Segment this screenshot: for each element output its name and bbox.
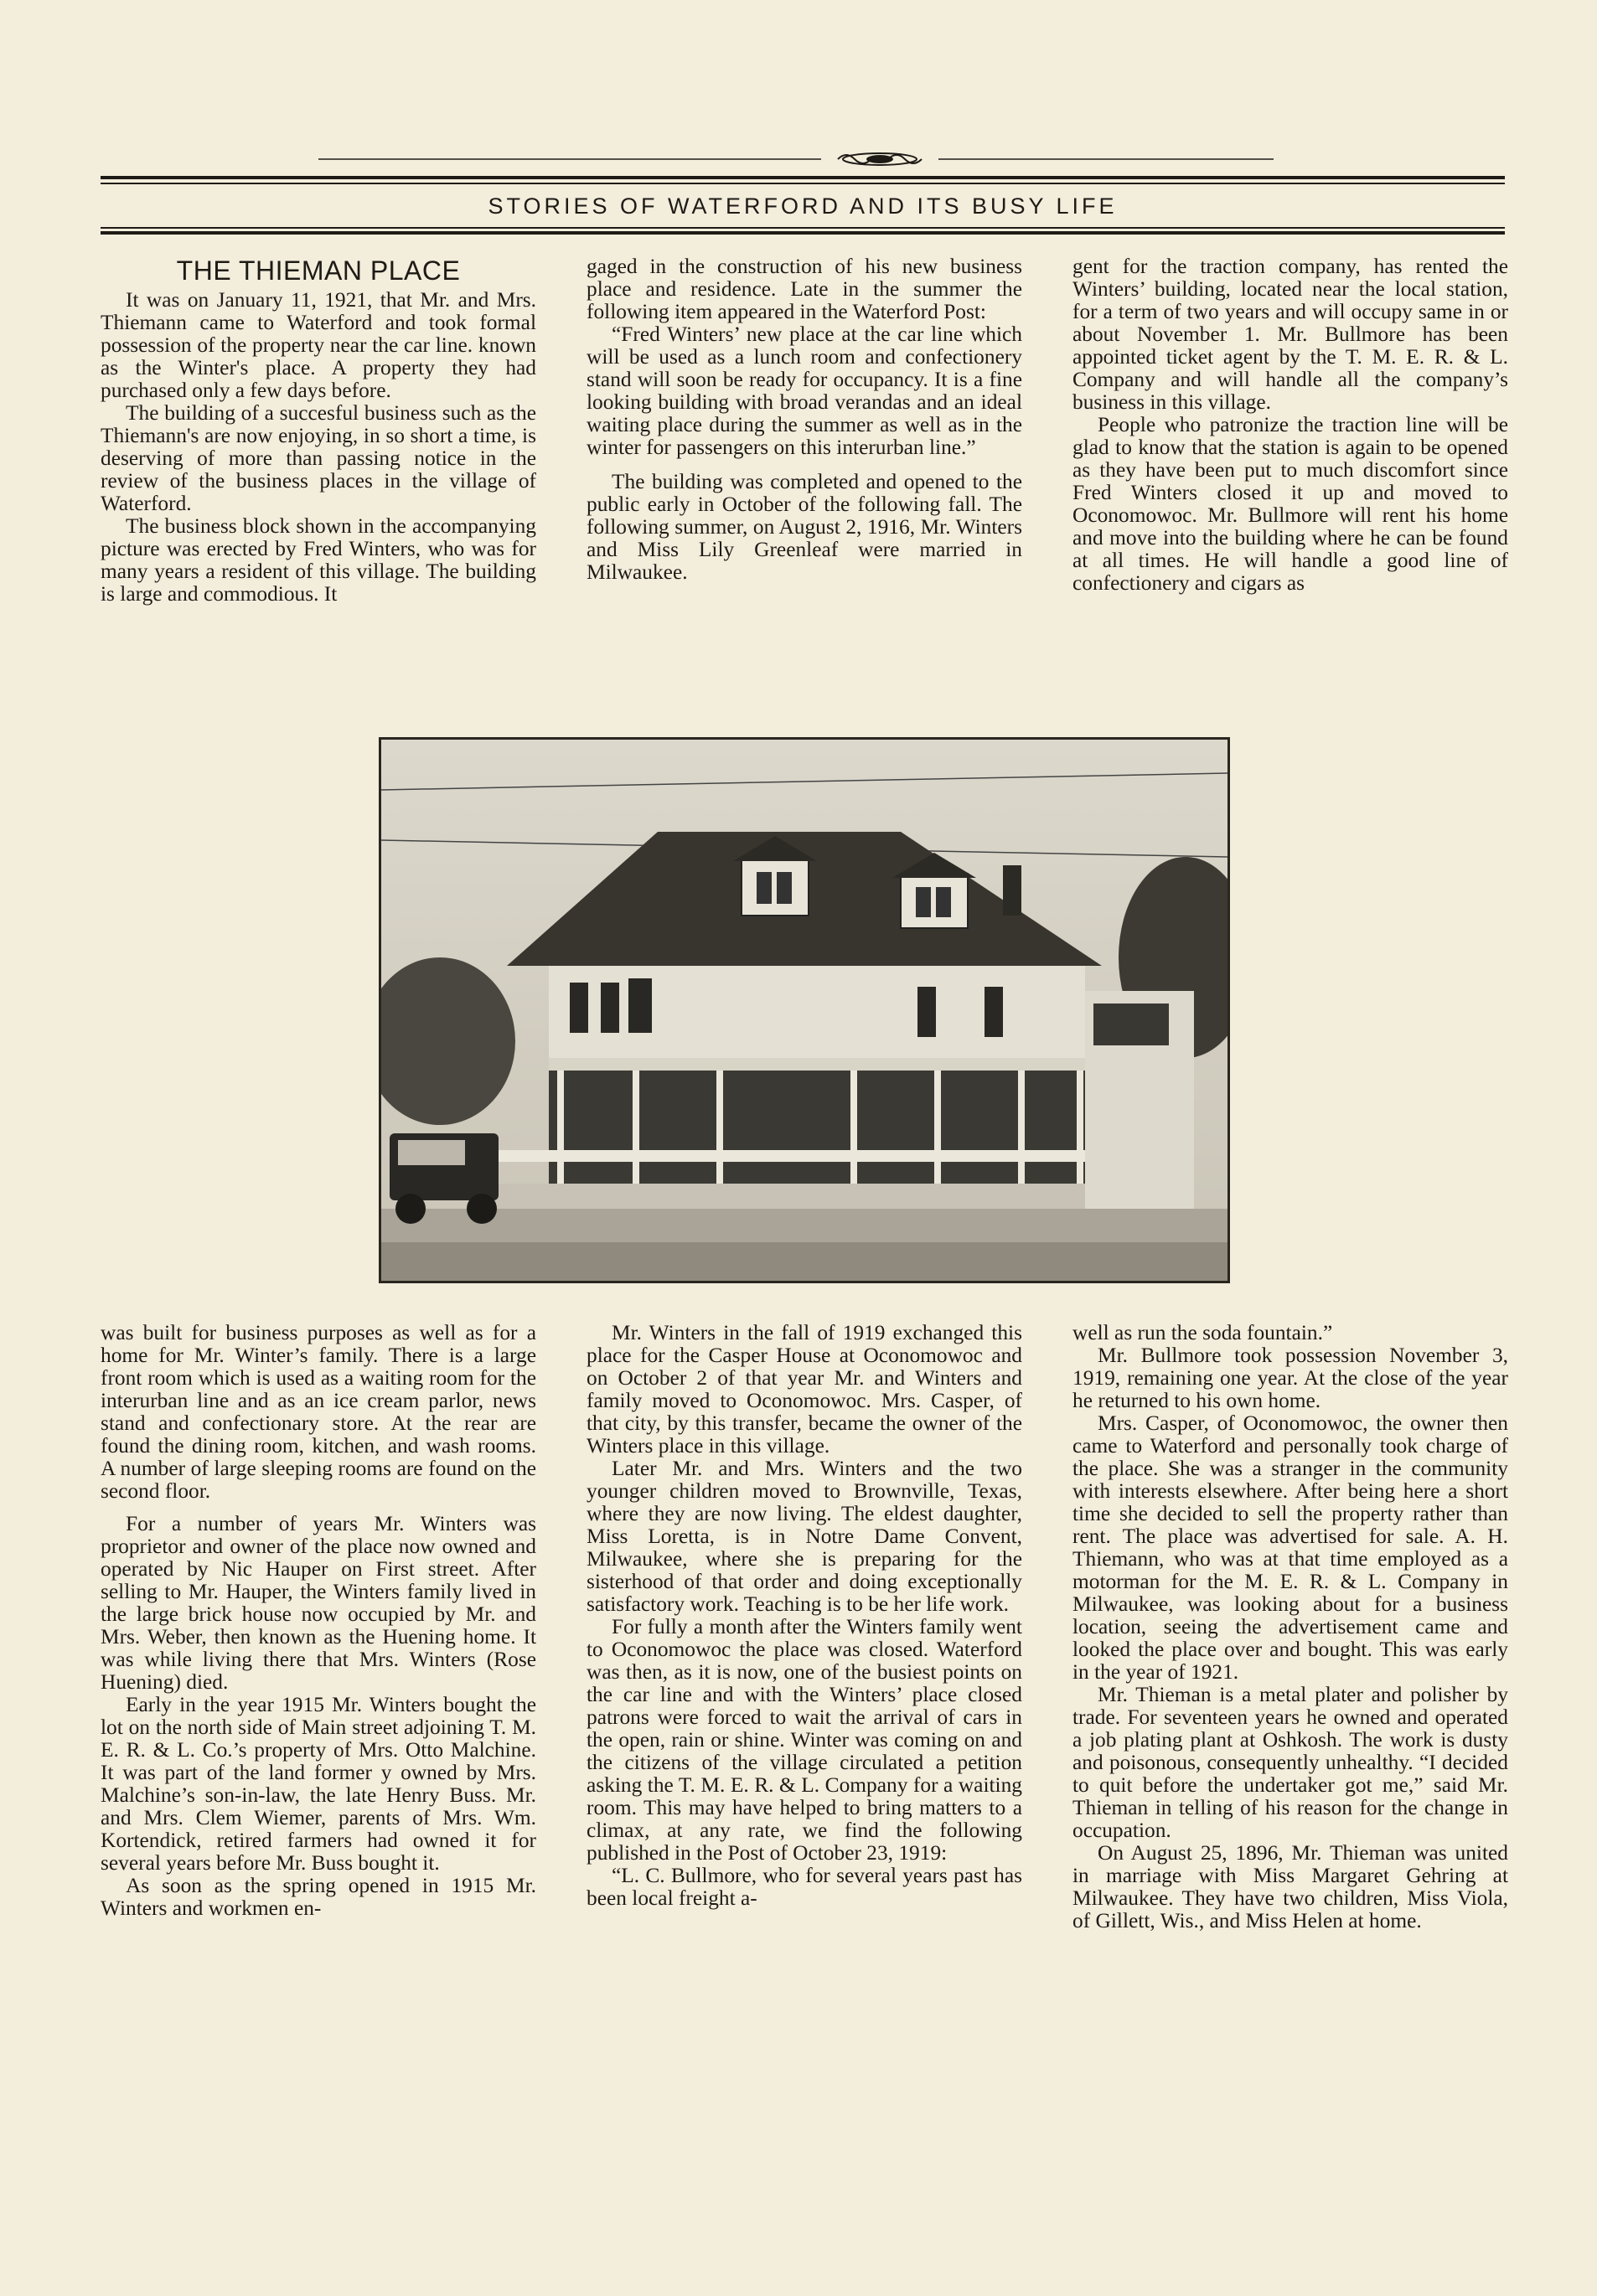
top-column-1	[101, 255, 536, 606]
running-title: STORIES OF WATERFORD AND ITS BUSY LIFE	[488, 193, 1118, 219]
house-photo-illustration	[381, 740, 1227, 1281]
paragraph: “Fred Winters’ new place at the car line which will be used as a lunch room and confectionery stand will soon be ready for occupancy. It is a fine looking building with broad verandas and an ideal waiting place during the summer as well as in the winter for passengers on this interurban line.”	[587, 322, 1022, 459]
header-rule-bottom-thick	[101, 231, 1505, 235]
paragraph: As soon as the spring opened in 1915 Mr. Winters and workmen en-	[101, 1874, 536, 1920]
header-rule-top-thin	[101, 183, 1505, 184]
paragraph: Mr. Winters in the fall of 1919 exchanged this place for the Casper House at Oconomowoc and on October 2 of that year Mr. and Winters and family moved to Oconomowoc. Mrs. Casper, of that city, by this transfer, became the owner of the Winters place in this village.	[587, 1321, 1022, 1458]
paragraph: The building was completed and opened to the public early in October of the following fall. The following summer, on August 2, 1916, Mr. Winters and Miss Lily Greenleaf were married in Milwaukee.	[587, 470, 1022, 584]
top-column-3	[1072, 255, 1508, 595]
header-rule-top-thick	[101, 176, 1505, 179]
paragraph: well as run the soda fountain.”	[1072, 1321, 1333, 1344]
paragraph: For fully a month after the Winters family went to Oconomowoc the place was closed. Waterford was then, as it is now, one of the busiest points on the car line and with the Winters’ place closed patrons were forced to wait the arrival of cars in the open, rain or shine. Winter was coming on and the citizens of the village circulated a petition asking the T. M. E. R. & L. Company for a waiting room. This may have helped to bring matters to a climax, at any rate, we find the following published in the Post of October 23, 1919:	[587, 1615, 1022, 1865]
paragraph: Mr. Bullmore took possession November 3, 1919, remaining one year. At the close of the year he returned to his own home.	[1072, 1344, 1508, 1412]
paragraph: gent for the traction company, has rented the Winters’ building, located near the local station, for a term of two years and will occupy same in or about November 1. Mr. Bullmore has been appointed ticket agent by the T. M. E. R. & L. Company and will handle all the company’s business in this village.	[1072, 255, 1508, 414]
header-ornament	[101, 147, 1505, 171]
bottom-column-2	[587, 1322, 1022, 1910]
article-title: THE THIEMAN PLACE	[176, 255, 461, 286]
paragraph: It was on January 11, 1921, that Mr. and Mrs. Thiemann came to Waterford and took formal possession of the property near the car line. known as the Winter's place. A property they had purchased only a few days before.	[101, 288, 536, 402]
paragraph: People who patronize the traction line will be glad to know that the station is again to be opened as they have been put to much discomfort since Fred Winters closed it up and moved to Oconomowoc. Mr. Bullmore will rent his home and move into the building where he can be found at all times. He will handle a good line of confectionery and cigars as	[1072, 413, 1508, 595]
paragraph: The building of a succesful business such as the Thiemann's are now enjoying, in so short a time, is deserving of more than passing notice in the review of the business places in the village of Waterford.	[101, 401, 536, 515]
paragraph: For a number of years Mr. Winters was proprietor and owner of the place now owned and operated by Nic Hauper on First street. After selling to Mr. Hauper, the Winters family lived in the large brick house now occupied by Mr. and Mrs. Weber, then known as the Huening home. It was while living there that Mrs. Winters (Rose Huening) died.	[101, 1512, 536, 1694]
paragraph: Mr. Thieman is a metal plater and polisher by trade. For seventeen years he owned and operated a job plating plant at Oshkosh. The work is dusty and poisonous, consequently unhealthy. “I decided to quit before the undertaker got me,” said Mr. Thieman in telling of his reason for the change in occupation.	[1072, 1683, 1508, 1842]
paragraph: The business block shown in the accompanying picture was erected by Fred Winters, who was for many years a resident of this village. The building is large and commodious. It	[101, 514, 536, 606]
paragraph: Mrs. Casper, of Oconomowoc, the owner then came to Waterford and personally took charge of the place. She was a stranger in the community with interests elsewhere. After being here a short time she decided to sell the property rather than rent. The place was advertised for sale. A. H. Thiemann, who was at that time employed as a motorman for the M. E. R. & L. Company in Milwaukee, was looking about for a business location, seeing the advertisement came and looked the place over and bought. This was early in the year of 1921.	[1072, 1411, 1508, 1684]
paragraph: gaged in the construction of his new business place and residence. Late in the summer the following item appeared in the Waterford Post:	[587, 255, 1022, 323]
house-photograph	[379, 737, 1230, 1283]
bottom-column-3	[1072, 1322, 1508, 1932]
paragraph: was built for business purposes as well as for a home for Mr. Winter’s family. There is a large front room which is used as a waiting room for the interurban line and as an ice cream parlor, news stand and confectionary store. At the rear are found the dining room, kitchen, and wash rooms. A number of large sleeping rooms are found on the second floor.	[101, 1321, 536, 1503]
paragraph: “L. C. Bullmore, who for several years past has been local freight a-	[587, 1864, 1022, 1910]
paragraph: On August 25, 1896, Mr. Thieman was united in marriage with Miss Margaret Gehring at Milwaukee. They have two children, Miss Viola, of Gillett, Wis., and Miss Helen at home.	[1072, 1841, 1508, 1932]
top-column-2	[587, 255, 1022, 584]
paragraph: Later Mr. and Mrs. Winters and the two younger children moved to Brownville, Texas, where they are now living. The eldest daughter, Miss Loretta, is in Notre Dame Convent, Milwaukee, where she is preparing for the sisterhood of that order and doing exceptionally satisfactory work. Teaching is to be her life work.	[587, 1457, 1022, 1616]
header-rule-bottom-thin	[101, 227, 1505, 229]
paragraph: Early in the year 1915 Mr. Winters bought the lot on the north side of Main street adjoining T. M. E. R. & L. Co.’s property of Mrs. Otto Malchine. It was part of the land former y owned by Mrs. Malchine’s son-in-law, the late Henry Buss. Mr. and Mrs. Clem Wiemer, parents of Mrs. Wm. Kortendick, retired farmers had owned it for several years before Mr. Buss bought it.	[101, 1693, 536, 1875]
bottom-column-1	[101, 1322, 536, 1920]
